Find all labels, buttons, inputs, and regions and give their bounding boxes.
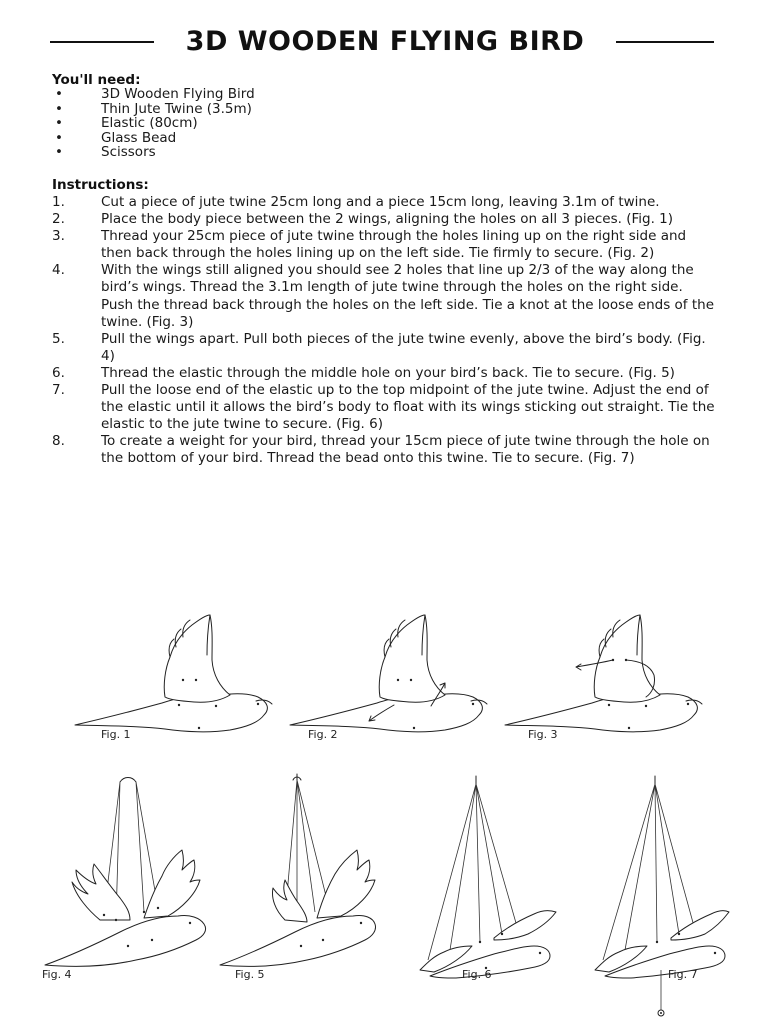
step-text: Place the body piece between the 2 wings, aligning the holes on all 3 pieces. (Fig. 1) <box>101 211 674 228</box>
step-number: 4. <box>52 262 65 279</box>
figure-7 <box>565 770 733 1020</box>
bird-elastic-icon <box>215 770 380 1000</box>
bullet-icon: • <box>55 100 63 117</box>
bird-with-bead-icon <box>565 770 733 1020</box>
figure-4-label: Fig. 4 <box>42 968 72 981</box>
figure-1 <box>70 605 280 750</box>
needs-heading: You'll need: <box>52 72 141 88</box>
figure-1-label: Fig. 1 <box>101 728 131 741</box>
figure-2 <box>285 605 495 750</box>
step-text: To create a weight for your bird, thread your 15cm piece of jute twine through the hole on the bottom of your bird. Thread the bead onto this twine. Tie to secure. (Fig. 7) <box>101 433 710 467</box>
bullet-icon: • <box>55 86 63 102</box>
step-text: Pull the wings apart. Pull both pieces of the jute twine evenly, above the bird’s body. (Fig. 4) <box>101 330 706 364</box>
step-text: Thread the elastic through the middle hole on your bird’s back. Tie to secure. (Fig. 5) <box>101 364 675 381</box>
needs-list <box>52 87 255 160</box>
instruction-step <box>52 211 716 228</box>
page-title: 3D WOODEN FLYING BIRD <box>185 26 585 57</box>
needs-item: • 3D Wooden Flying Bird <box>55 86 255 102</box>
figure-3-label: Fig. 3 <box>528 728 558 741</box>
step-number: 3. <box>52 228 65 245</box>
bird-elastic-tied-icon <box>390 770 560 1000</box>
instructions-list <box>52 194 716 468</box>
step-number: 6. <box>52 364 65 381</box>
bird-wings-apart-icon <box>40 770 210 1000</box>
step-number: 7. <box>52 382 65 399</box>
title-rule-right <box>616 41 714 43</box>
title-rule-left <box>50 41 154 43</box>
instruction-step <box>52 433 716 467</box>
figure-6-label: Fig. 6 <box>462 968 492 981</box>
figure-5-label: Fig. 5 <box>235 968 265 981</box>
title-row <box>50 24 714 60</box>
needs-item: • Scissors <box>55 144 156 161</box>
step-text: With the wings still aligned you should see 2 holes that line up 2/3 of the way along the bird’s wings. Thread the 3.1m length of jute twine through the holes on the right side. Push the thread back through the holes on the left side. Tie a knot at the loose ends of the twine. (Fig. 3) <box>101 262 715 330</box>
bullet-icon: • <box>55 144 63 161</box>
figure-3 <box>500 605 710 750</box>
step-text: Cut a piece of jute twine 25cm long and a piece 15cm long, leaving 3.1m of twine. <box>101 194 660 210</box>
step-text: Thread your 25cm piece of jute twine through the holes lining up on the right side and then back through the holes lining up on the left side. Tie firmly to secure. (Fig. 2) <box>101 228 687 262</box>
instructions-heading: Instructions: <box>52 177 149 193</box>
instruction-step <box>52 382 716 433</box>
step-number: 5. <box>52 330 65 347</box>
step-text: Pull the loose end of the elastic up to the top midpoint of the jute twine. Adjust the end of the elastic until it allows the bird’s body to float with its wings sticking out straight. Tie the elastic to the jute twine to secure. (Fig. 6) <box>101 382 715 433</box>
bullet-icon: • <box>55 115 63 132</box>
instruction-step <box>52 228 716 262</box>
figure-5 <box>215 770 380 1000</box>
step-number: 8. <box>52 433 65 450</box>
figure-4 <box>40 770 210 1000</box>
figure-2-label: Fig. 2 <box>308 728 338 741</box>
step-number: 2. <box>52 211 65 228</box>
instruction-step <box>52 331 716 365</box>
figure-7-label: Fig. 7 <box>668 968 698 981</box>
instruction-step <box>52 262 716 330</box>
needs-item: • Elastic (80cm) <box>55 115 198 132</box>
figure-6 <box>390 770 560 1000</box>
instruction-step <box>52 194 716 211</box>
instruction-step <box>52 365 716 382</box>
step-number: 1. <box>52 194 65 210</box>
needs-item: • Glass Bead <box>55 129 177 146</box>
bullet-icon: • <box>55 129 63 146</box>
needs-item: • Thin Jute Twine (3.5m) <box>55 100 252 117</box>
